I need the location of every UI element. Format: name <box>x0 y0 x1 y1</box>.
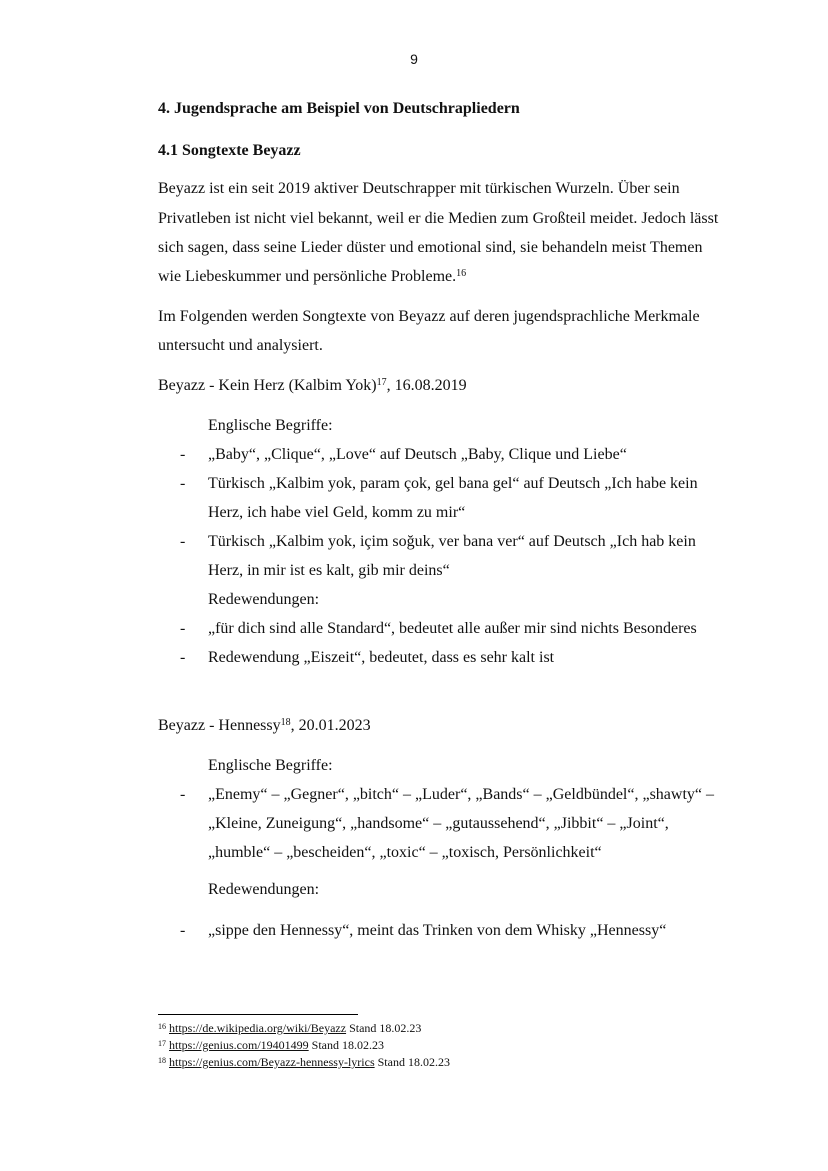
footnote: $^{17}$ https://genius.com/19401499 Stand 18.02.23 <box>158 1038 385 1052</box>
footnote-link[interactable]: https://genius.com/Beyazz-hennessy-lyrics <box>169 1055 375 1069</box>
list-dash: - <box>180 475 186 492</box>
list-item: Türkisch „Kalbim yok, param çok, gel bana gel“ auf Deutsch „Ich habe kein <box>208 475 698 492</box>
subsection-heading: 4.1 Songtexte Beyazz <box>158 142 301 159</box>
list-item-cont: Herz, ich habe viel Geld, komm zu mir“ <box>208 504 466 521</box>
list-dash: - <box>180 446 186 463</box>
intro-line: sich sagen, dass seine Lieder düster und emotional sind, sie behandeln meist Themen <box>158 239 703 256</box>
list-item: Türkisch „Kalbim yok, içim soğuk, ver bana ver“ auf Deutsch „Ich hab kein <box>208 533 696 550</box>
list-item: „Enemy“ – „Gegner“, „bitch“ – „Luder“, „Bands“ – „Geldbündel“, „shawty“ – <box>208 786 714 803</box>
list-item-cont: „Kleine, Zuneigung“, „handsome“ – „gutaussehend“, „Jibbit“ – „Joint“, <box>208 815 669 832</box>
list-item-cont: Herz, in mir ist es kalt, gib mir deins“ <box>208 562 450 579</box>
list-dash: - <box>180 649 186 666</box>
intro-line-last: wie Liebeskummer und persönliche Probleme.$^{16}$ <box>158 268 467 285</box>
list-dash: - <box>180 620 186 637</box>
footnote-ref[interactable]: 18 <box>280 717 291 728</box>
song1-title: Beyazz - Kein Herz (Kalbim Yok)$^{17}$, 16.08.2019 <box>158 377 467 394</box>
list-item: „Baby“, „Clique“, „Love“ auf Deutsch „Baby, Clique und Liebe“ <box>208 446 627 463</box>
footnote: $^{16}$ https://de.wikipedia.org/wiki/Beyazz Stand 18.02.23 <box>158 1021 422 1035</box>
song1-idioms-label: Redewendungen: <box>208 591 320 608</box>
list-item: Redewendung „Eiszeit“, bedeutet, dass es sehr kalt ist <box>208 649 555 666</box>
footnote-link[interactable]: https://de.wikipedia.org/wiki/Beyazz <box>169 1021 347 1035</box>
list-item: „für dich sind alle Standard“, bedeutet alle außer mir sind nichts Besonderes <box>208 620 697 637</box>
footnote-ref[interactable]: 16 <box>456 268 467 279</box>
footnote-separator <box>158 1014 358 1015</box>
intro-line: Privatleben ist nicht viel bekannt, weil er die Medien zum Großteil meidet. Jedoch lässt <box>158 210 719 227</box>
page-number: 9 <box>410 51 418 67</box>
song2-idioms-label: Redewendungen: <box>208 881 320 898</box>
list-item-cont: „humble“ – „bescheiden“, „toxic“ – „toxisch, Persönlichkeit“ <box>208 844 602 861</box>
intro-line: Beyazz ist ein seit 2019 aktiver Deutschrapper mit türkischen Wurzeln. Über sein <box>158 180 680 197</box>
list-dash: - <box>180 922 186 939</box>
analysis-line: untersucht und analysiert. <box>158 337 323 354</box>
list-dash: - <box>180 533 186 550</box>
footnote-ref[interactable]: 17 <box>376 377 387 388</box>
analysis-line: Im Folgenden werden Songtexte von Beyazz auf deren jugendsprachliche Merkmale <box>158 308 700 325</box>
list-dash: - <box>180 786 186 803</box>
list-item: „sippe den Hennessy“, meint das Trinken von dem Whisky „Hennessy“ <box>208 922 667 939</box>
song2-english-label: Englische Begriffe: <box>208 757 333 774</box>
footnote-link[interactable]: https://genius.com/19401499 <box>169 1038 309 1052</box>
song1-english-label: Englische Begriffe: <box>208 417 333 434</box>
footnote: $^{18}$ https://genius.com/Beyazz-hennessy-lyrics Stand 18.02.23 <box>158 1055 450 1069</box>
section-heading: 4. Jugendsprache am Beispiel von Deutschrapliedern <box>158 100 520 117</box>
song2-title: Beyazz - Hennessy$^{18}$, 20.01.2023 <box>158 717 371 734</box>
